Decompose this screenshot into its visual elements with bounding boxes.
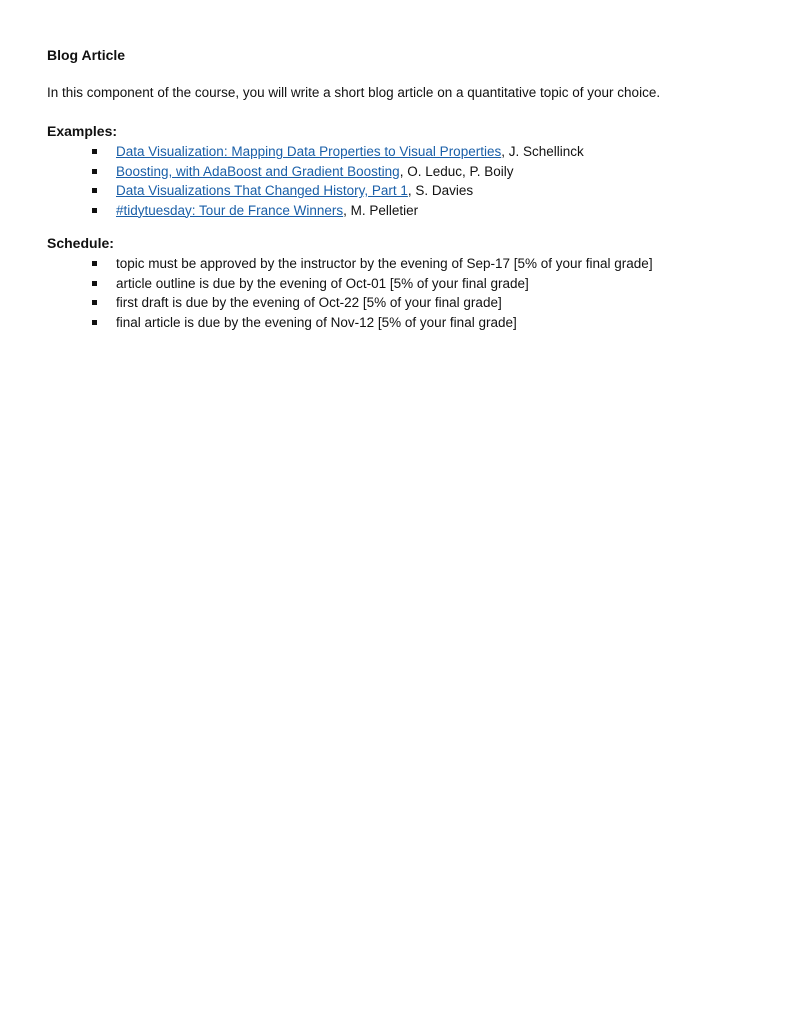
bullet-square-icon bbox=[92, 169, 97, 174]
intro-paragraph: In this component of the course, you will write a short blog article on a quantitative topic of your choice. bbox=[47, 85, 661, 100]
example-author: , S. Davies bbox=[407, 183, 474, 198]
example-author: , M. Pelletier bbox=[343, 202, 419, 218]
schedule-item-outline: article outline is due by the evening of Oct-01 [5% of your final grade] bbox=[116, 275, 529, 291]
example-author: , J. Schellinck bbox=[501, 144, 584, 159]
bullet-square-icon bbox=[92, 320, 97, 325]
list-item bbox=[92, 274, 747, 294]
example-author: , O. Leduc, P. Boily bbox=[399, 163, 514, 179]
document-page bbox=[47, 46, 747, 346]
examples-heading: Examples: bbox=[47, 123, 118, 139]
list-item bbox=[92, 181, 747, 201]
schedule-item-first-draft: first draft is due by the evening of Oct-22 [5% of your final grade] bbox=[116, 295, 502, 310]
bullet-square-icon bbox=[92, 300, 97, 305]
page-title: Blog Article bbox=[47, 47, 126, 63]
schedule-list bbox=[47, 254, 747, 332]
bullet-square-icon bbox=[92, 208, 97, 213]
bullet-square-icon bbox=[92, 188, 97, 193]
bullet-square-icon bbox=[92, 149, 97, 154]
list-item bbox=[92, 201, 747, 221]
bullet-square-icon bbox=[92, 261, 97, 266]
example-link-changed-history[interactable]: Data Visualizations That Changed History, Part 1 bbox=[116, 183, 408, 198]
example-link-data-visualization[interactable]: Data Visualization: Mapping Data Properties to Visual Properties bbox=[116, 144, 502, 159]
schedule-item-topic: topic must be approved by the instructor by the evening of Sep-17 [5% of your final grade] bbox=[116, 256, 653, 271]
examples-list bbox=[47, 142, 747, 220]
list-item bbox=[92, 313, 747, 333]
schedule-heading: Schedule: bbox=[47, 235, 114, 251]
list-item bbox=[92, 162, 747, 182]
list-item bbox=[92, 293, 747, 313]
example-link-boosting[interactable]: Boosting, with AdaBoost and Gradient Boosting bbox=[116, 163, 400, 179]
schedule-item-final-article: final article is due by the evening of Nov-12 [5% of your final grade] bbox=[116, 314, 517, 330]
list-item bbox=[92, 254, 747, 274]
list-item bbox=[92, 142, 747, 162]
example-link-tidytuesday[interactable]: #tidytuesday: Tour de France Winners bbox=[116, 202, 344, 218]
bullet-square-icon bbox=[92, 281, 97, 286]
